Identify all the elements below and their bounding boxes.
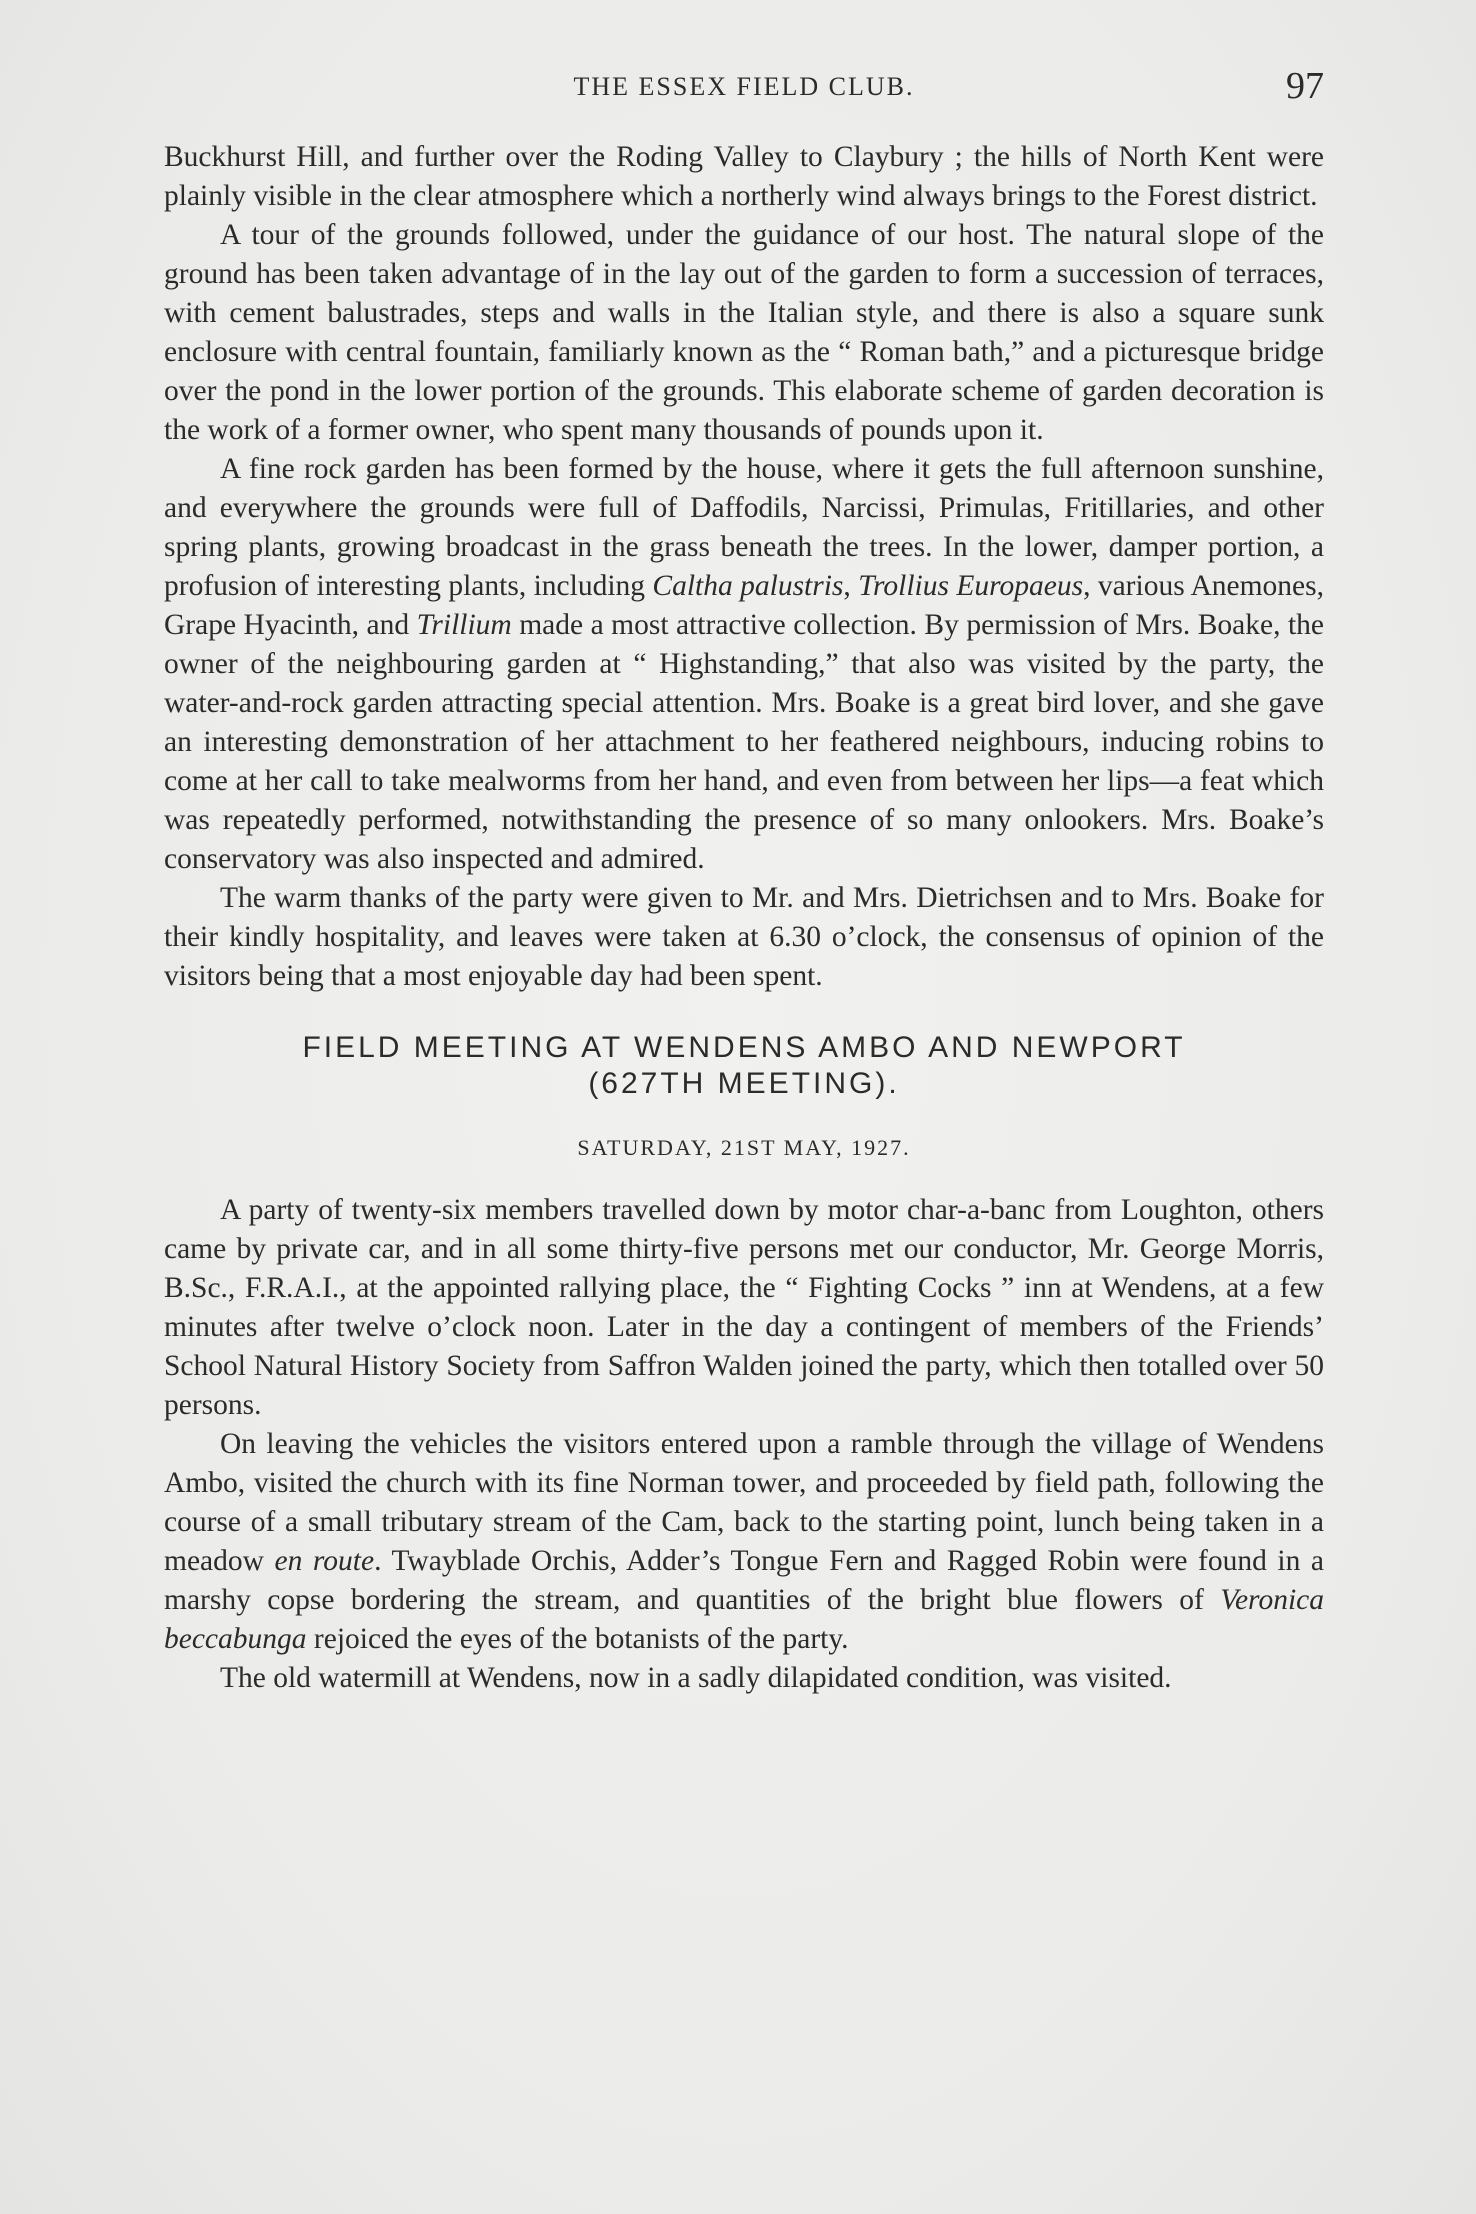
running-title: THE ESSEX FIELD CLUB. [573, 72, 915, 101]
italic-phrase: en route [274, 1545, 375, 1577]
body-paragraph-3 [164, 450, 1324, 879]
body-paragraph-4: The warm thanks of the party were given to Mr. and Mrs. Dietrichsen and to Mrs. Boake for their kindly hospitality, and leaves were taken at 6.30 o’clock, the consensus of opinion of the visitors being that a most enjoyable day had been spent. [164, 882, 1324, 992]
paragraph-text: , various Anemones, Grape Hyacinth, and [164, 570, 1324, 641]
section-heading [164, 1030, 1324, 1102]
species-name: Trillium [416, 609, 512, 641]
section-heading-line-1: FIELD MEETING AT WENDENS AMBO AND NEWPORT [302, 1031, 1186, 1064]
paragraph-text: . Twayblade Orchis, Adder’s Tongue Fern and Ragged Robin were found in a marshy copse bordering the stream, and quantities of the bright blue flowers of [164, 1545, 1325, 1616]
page-number: 97 [1286, 65, 1324, 107]
paragraph-text: , [843, 570, 859, 602]
section-paragraph-2 [164, 1425, 1324, 1659]
paragraph-text: A fine rock garden has been formed by the house, where it gets the full afternoon sunshine, and everywhere the grounds were full of Daffodils, Narcissi, Primulas, Fritillaries, and other spring plants, growing broadcast in the grass beneath the trees. In the lower, damper portion, a profusion of interesting plants, including [164, 453, 1324, 602]
section-paragraph-3: The old watermill at Wendens, now in a sadly dilapidated condition, was visited. [220, 1662, 1172, 1694]
species-name: Trollius Europaeus [858, 570, 1084, 602]
section-paragraph-1: A party of twenty-six members travelled down by motor char-a-banc from Loughton, others came by private car, and in all some thirty-five persons met our conductor, Mr. George Morris, B.Sc., F.R.A.I., at the appointed rallying place, the “ Fighting Cocks ” inn at Wendens, at a few minutes after twelve o’clock noon. Later in the day a contingent of members of the Friends’ School Natural History Society from Saffron Walden joined the party, which then totalled over 50 persons. [164, 1194, 1324, 1421]
body-paragraph-1: Buckhurst Hill, and further over the Roding Valley to Claybury ; the hills of North Kent were plainly visible in the clear atmosphere which a northerly wind always brings to the Forest district. [164, 141, 1324, 212]
page-header [164, 64, 1324, 110]
section-heading-line-2: (627TH MEETING). [588, 1067, 900, 1100]
paragraph-text: rejoiced the eyes of the botanists of the party. [306, 1623, 849, 1655]
species-name: Caltha palustris [652, 570, 844, 602]
page-body [164, 138, 1324, 1698]
species-name: Veronica beccabunga [164, 1584, 1324, 1655]
body-paragraph-2: A tour of the grounds followed, under the guidance of our host. The natural slope of the ground has been taken advantage of in the lay out of the garden to form a succession of terraces, with cement balustrades, steps and walls in the Italian style, and there is also a square sunk enclosure with central fountain, familiarly known as the “ Roman bath,” and a picturesque bridge over the pond in the lower portion of the grounds. This elaborate scheme of garden decoration is the work of a former owner, who spent many thousands of pounds upon it. [164, 219, 1324, 446]
section-date: SATURDAY, 21ST MAY, 1927. [577, 1135, 911, 1160]
paragraph-text: made a most attractive collection. By permission of Mrs. Boake, the owner of the neighbouring garden at “ Highstanding,” that also was visited by the party, the water-and-rock garden attracting special attention. Mrs. Boake is a great bird lover, and she gave an interesting demonstration of her attachment to her feathered neighbours, inducing robins to come at her call to take mealworms from her hand, and even from between her lips—a feat which was repeatedly performed, notwithstanding the presence of so many onlookers. Mrs. Boake’s conservatory was also inspected and admired. [164, 609, 1324, 875]
paragraph-text: On leaving the vehicles the visitors entered upon a ramble through the village of Wendens Ambo, visited the church with its fine Norman tower, and proceeded by field path, following the course of a small tributary stream of the Cam, back to the starting point, lunch being taken in a meadow [164, 1428, 1324, 1577]
